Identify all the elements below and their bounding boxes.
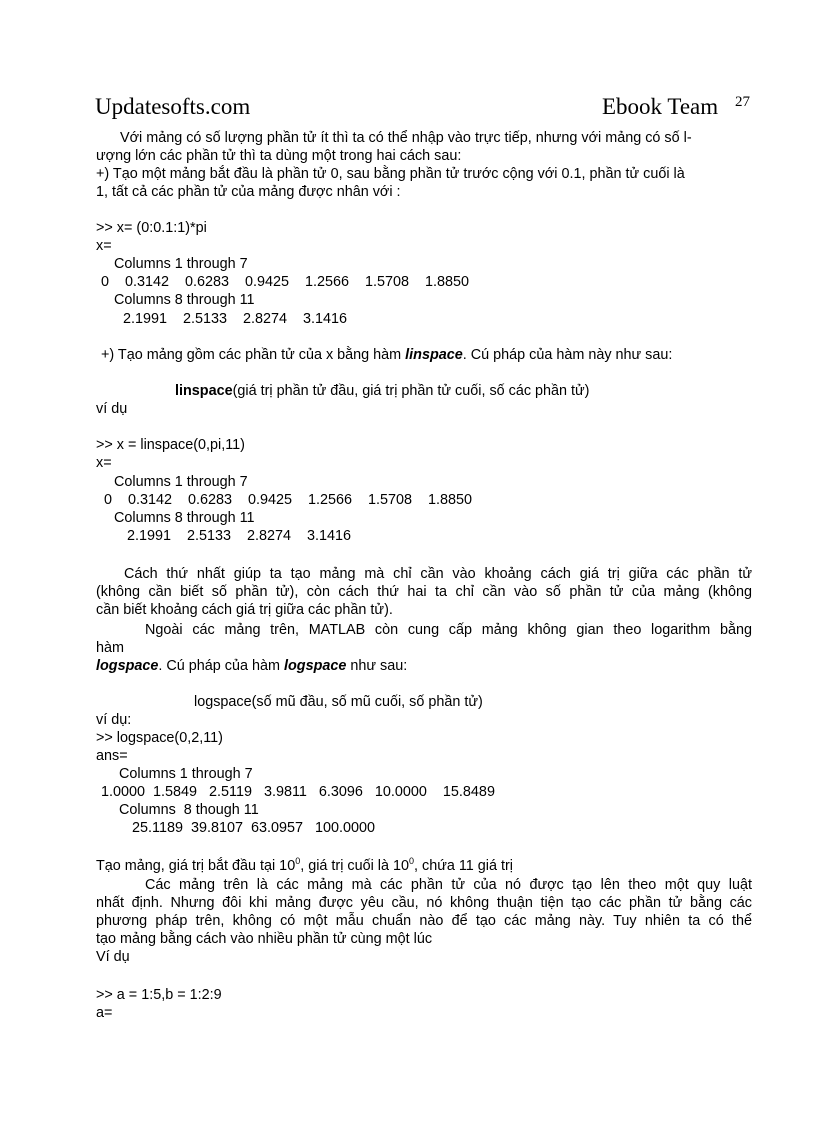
paragraph-line: Các mảng trên là các mảng mà các phần tử của nó được tạo lên theo một quy luật [145,877,752,893]
method1-line-2: 1, tất cả các phần tử của mảng được nhân với : [96,184,401,200]
method2-text: . Cú pháp của hàm này như sau: [462,347,673,363]
output-values: 2.1991 2.5133 2.8274 3.1416 [123,311,348,327]
example-label: ví dụ [96,401,128,417]
output-columns-header: Columns 1 through 7 [114,256,248,272]
output-variable: x= [96,455,112,471]
output-values: 25.1189 39.8107 63.0957 100.0000 [132,820,375,836]
logspace-intro-text: . Cú pháp của hàm [158,658,284,674]
output-columns-header: Columns 8 through 11 [114,510,255,526]
output-values: 1.0000 1.5849 2.5119 3.9811 6.3096 10.0000 15.8489 [101,784,495,800]
output-columns-header: Columns 1 through 7 [114,474,248,490]
method2-text: +) Tạo mảng gồm các phần tử của x bằng hàm [101,347,406,363]
command-line: >> a = 1:5,b = 1:2:9 [96,987,222,1003]
note-text: Tạo mảng, giá trị bắt đầu tại 10 [96,858,296,874]
linspace-syntax [175,382,589,400]
linspace-syntax-args: (giá trị phần tử đầu, giá trị phần tử cuối, số các phần tử) [232,383,590,399]
paragraph-line: Ngoài các mảng trên, MATLAB còn cung cấp mảng không gian theo logarithm bằng [145,622,752,638]
method1-line-1: +) Tạo một mảng bắt đầu là phần tử 0, sau bằng phần tử trước cộng với 0.1, phần tử cuối là [96,166,685,182]
command-line: >> x= (0:0.1:1)*pi [96,220,207,236]
logspace-intro-text: như sau: [346,658,408,674]
logspace-keyword: logspace [96,658,159,674]
header-team-name: Ebook Team [602,94,719,119]
output-columns-header: Columns 8 though 11 [119,802,259,818]
command-line: >> x = linspace(0,pi,11) [96,437,245,453]
exponent: 0 [295,856,301,866]
logspace-syntax: logspace(số mũ đầu, số mũ cuối, số phần tử) [194,694,483,710]
page-number: 27 [735,94,750,110]
exponent: 0 [409,856,415,866]
intro-line-2: ượng lớn các phần tử thì ta dùng một trong hai cách sau: [96,148,462,164]
paragraph-line: tạo mảng bằng cách vào nhiều phần tử cùng một lúc [96,931,433,947]
linspace-syntax-function: linspace [175,383,233,399]
intro-line-1: Với mảng có số lượng phần tử ít thì ta có thể nhập vào trực tiếp, nhưng với mảng có số l- [120,130,692,146]
output-variable: a= [96,1005,113,1021]
linspace-keyword: linspace [405,347,463,363]
output-columns-header: Columns 8 through 11 [114,292,255,308]
output-values: 0 0.3142 0.6283 0.9425 1.2566 1.5708 1.8850 [104,492,473,508]
paragraph-line: hàm [96,640,124,656]
command-line: >> logspace(0,2,11) [96,730,223,746]
paragraph-line: (không cần biết số phần tử), còn cách thứ hai ta chỉ cần vào số phần tử của mảng (không [96,584,752,600]
output-columns-header: Columns 1 through 7 [119,766,253,782]
paragraph-line: nhất định. Nhưng đôi khi mảng được yêu cầu, nó không thuận tiện tạo các phần tử bằng các [96,895,752,911]
output-variable: x= [96,238,112,254]
example-label: Ví dụ [96,949,130,965]
output-values: 2.1991 2.5133 2.8274 3.1416 [127,528,352,544]
output-variable: ans= [96,748,128,764]
example-label: ví dụ: [96,712,132,728]
paragraph-line: Cách thứ nhất giúp ta tạo mảng mà chỉ cần vào khoảng cách giá trị giữa các phần tử [124,566,752,582]
note-text: , giá trị cuối là 10 [300,858,410,874]
method2-line [101,346,672,364]
header-site-name: Updatesofts.com [95,94,251,119]
logspace-note [96,857,513,875]
logspace-intro-line [96,657,407,675]
paragraph-line: phương pháp trên, không có một mẫu chuẩn nào để tạo các mảng này. Tuy nhiên ta có thể [96,913,752,929]
output-values: 0 0.3142 0.6283 0.9425 1.2566 1.5708 1.8850 [101,274,470,290]
logspace-keyword: logspace [284,658,347,674]
note-text: , chứa 11 giá trị [414,858,513,874]
paragraph-line: cần biết khoảng cách giá trị giữa các phần tử). [96,602,393,618]
